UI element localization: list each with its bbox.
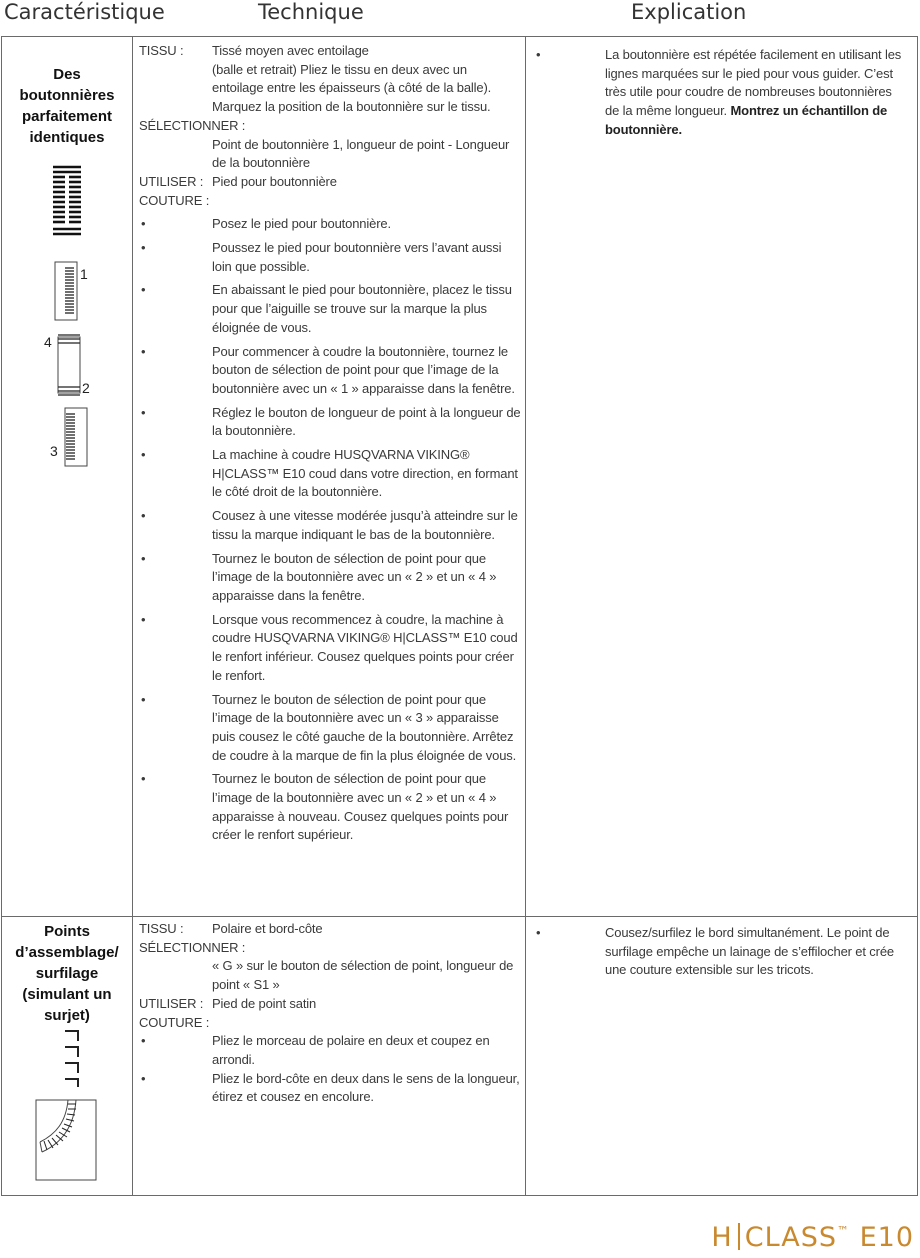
list-item: • En abaissant le pied pour boutonnière, placez le tissu pour que l’aiguille se trouve sur la marque la plus éloignée de vous. (141, 282, 512, 335)
technique-overlock (139, 920, 521, 1107)
step-number-1: 1 (80, 266, 88, 282)
use-row: UTILISER : Pied pour boutonnière (139, 173, 337, 189)
list-item: • Réglez le bouton de longueur de point à la longueur de la boutonnière. (141, 404, 521, 439)
steps-list (139, 215, 521, 845)
feature-table (1, 36, 918, 1196)
tissu-row: TISSU : Tissé moyen avec entoilage (139, 43, 369, 58)
explanation-text: Cousez/surfilez le bord simultanément. Le point de surfilage empêche un lainage de s’effilocher et crée une couture extensible sur les tricots. (605, 925, 894, 978)
list-item: • Cousez à une vitesse modérée jusqu’à atteindre sur le tissu la marque indiquant le bas de la boutonnière. (141, 508, 518, 542)
feature-name-buttonholes: Des boutonnières parfaitement identiques (19, 66, 115, 146)
tissu-detail: (balle et retrait) Pliez le tissu en deux avec un entoilage entre les épaisseurs (à côté de la balle). Marquez la position de la boutonnière sur le tissu. (212, 61, 492, 115)
tissu-row: TISSU : Polaire et bord-côte (139, 921, 323, 936)
column-divider (132, 37, 133, 1195)
list-item: • Tournez le bouton de sélection de point pour que l’image de la boutonnière avec un « 2 » et un « 4 » apparaisse à nouveau. Cousez quelques points pour créer le renfort supérieur. (141, 771, 509, 843)
list-item: • Poussez le pied pour boutonnière vers l’avant aussi loin que possible. (141, 240, 502, 274)
list-item: • La boutonnière est répétée facilement en utilisant les lignes marquées sur le pied pour vous guider. C’est très utile pour coudre de nombreuses boutonnières de la même longueur. Montrez un échantillon de boutonnière. (536, 47, 902, 137)
select-label: SÉLECTIONNER : (139, 939, 246, 955)
buttonhole-stitch-icon (52, 165, 82, 237)
feature-name-overlock: Points d’assemblage/ surfilage (simulant un surjet) (15, 923, 119, 1024)
sew-label: COUTURE : (139, 192, 210, 208)
explanation-text: La boutonnière est répétée facilement en utilisant les lignes marquées sur le pied pour vous guider. C’est très utile pour coudre de nombreuses boutonnières de la même longueur. (605, 47, 902, 119)
header-feature: Caractéristique (4, 0, 165, 24)
explanation-buttonholes (532, 46, 902, 140)
explanation-overlock (532, 924, 902, 980)
list-item: • Tournez le bouton de sélection de point pour que l’image de la boutonnière avec un « 2 » et un « 4 » apparaisse dans la fenêtre. (141, 550, 497, 603)
header-explanation: Explication (631, 0, 747, 24)
select-value: Point de boutonnière 1, longueur de point - Longueur de la boutonnière (212, 136, 510, 171)
list-item: • Pliez le bord-côte en deux dans le sens de la longueur, étirez et cousez en encolure. (141, 1070, 520, 1105)
row-divider (2, 916, 917, 917)
column-divider (525, 37, 526, 1195)
step-number-2: 2 (82, 380, 90, 396)
list-item: • Posez le pied pour boutonnière. (141, 216, 391, 232)
list-item: • Tournez le bouton de sélection de point pour que l’image de la boutonnière avec un « 3 » apparaisse puis cousez le côté gauche de la boutonnière. Arrêtez de coudre à la marque de fin la plus éloignée de vous. (141, 691, 517, 763)
list-item: • Pour commencer à coudre la boutonnière, tournez le bouton de sélection de point pour que l’image de la boutonnière avec un « 1 » apparaisse dans la fenêtre. (141, 343, 515, 396)
step-number-3: 3 (50, 443, 58, 459)
technique-buttonholes (139, 42, 521, 845)
select-value: « G » sur le bouton de sélection de point, longueur de point « S1 » (212, 958, 514, 993)
buttonhole-step-3-icon (62, 406, 92, 470)
list-item: • Pliez le morceau de polaire en deux et coupez en arrondi. (141, 1033, 490, 1067)
list-item: • La machine à coudre HUSQVARNA VIKING® H|CLASS™ E10 coud dans votre direction, en formant le côté droit de la boutonnière. (141, 447, 518, 500)
step-number-4: 4 (44, 334, 52, 350)
overlock-stitch-icon (62, 1027, 84, 1087)
list-item: • Cousez/surfilez le bord simultanément. Le point de surfilage empêche un lainage de s’effilocher et crée une couture extensible sur les tricots. (532, 924, 902, 980)
neckline-illustration-icon (30, 1094, 102, 1184)
header-technique: Technique (258, 0, 364, 24)
steps-list (139, 1032, 521, 1107)
list-item: • Lorsque vous recommencez à coudre, la machine à coudre HUSQVARNA VIKING® H|CLASS™ E10 coud le renfort inférieur. Cousez quelques points pour créer le renfort. (141, 611, 518, 683)
select-label: SÉLECTIONNER : (139, 117, 246, 133)
brand-divider (738, 1223, 740, 1250)
explanation-bold: Montrez un échantillon de boutonnière. (605, 103, 888, 137)
sew-label: COUTURE : (139, 1014, 210, 1030)
use-row: UTILISER : Pied de point satin (139, 995, 317, 1011)
brand-logo: H CLASS™ E10 (711, 1222, 914, 1253)
